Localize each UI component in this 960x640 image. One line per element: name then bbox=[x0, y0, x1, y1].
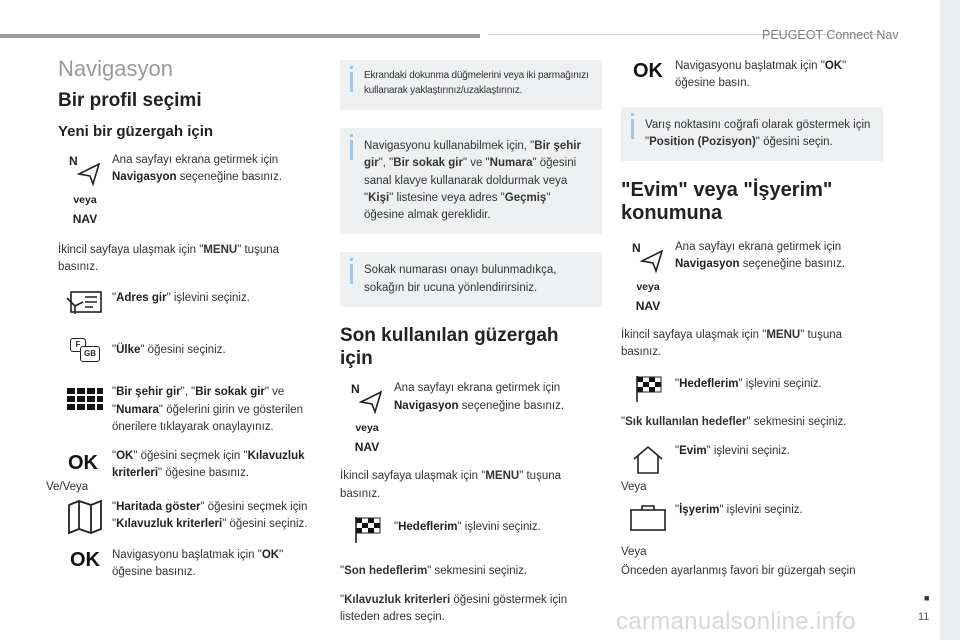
ve-veya-label: Ve/Veya bbox=[46, 481, 89, 494]
ok-icon-box bbox=[58, 547, 112, 572]
column-left bbox=[46, 56, 320, 594]
section-title: Navigasyon bbox=[58, 56, 173, 81]
street-number-note: Sokak numarası onayı bulunmadıkça, sokağın bir ucuna yönlendirirsiniz. bbox=[340, 252, 602, 307]
step-text: "İşyerim" işlevini seçiniz. bbox=[675, 504, 803, 516]
ok-icon-box bbox=[621, 58, 675, 83]
watermark: carmanualsonline.info bbox=[616, 608, 856, 635]
map-icon-box bbox=[58, 499, 112, 535]
step-destinations bbox=[340, 515, 602, 545]
page-number: 11 bbox=[918, 611, 930, 623]
nav-icon-group bbox=[340, 380, 394, 454]
step-start bbox=[621, 58, 883, 93]
heading-home-work: "Evim" veya "İşyerim" konumuna bbox=[621, 179, 833, 224]
step-map bbox=[58, 499, 320, 535]
navigation-arrow-icon bbox=[628, 239, 668, 279]
step-nav bbox=[340, 380, 602, 454]
favorites-tab-instruction: "Sık kullanılan hedefler" sekmesini seçiniz. bbox=[621, 415, 847, 428]
menu-instruction: İkincil sayfaya ulaşmak için "MENU" tuşuna basınız. bbox=[621, 329, 843, 359]
briefcase-icon-box bbox=[621, 502, 675, 532]
country-flag-icon: F GB bbox=[68, 338, 102, 364]
step-home bbox=[621, 443, 883, 475]
navigation-arrow-icon bbox=[65, 152, 105, 192]
step-ok-criteria bbox=[46, 448, 320, 494]
home-icon bbox=[628, 443, 668, 475]
step-text: Navigasyonu başlatmak için "OK" öğesine basınız. bbox=[112, 549, 284, 579]
column-right bbox=[621, 58, 883, 593]
step-destinations bbox=[621, 374, 883, 404]
checkered-flag-icon bbox=[631, 374, 665, 404]
step-text: Ana sayfayı ekrana getirmek için Navigasyon seçeneğine basınız. bbox=[112, 153, 283, 184]
favorite-route-text: Önceden ayarlanmış favori bir güzergah seçin bbox=[621, 565, 856, 578]
criteria-instruction: "Kılavuzluk kriterleri öğesini göstermek için listeden adres seçin. bbox=[340, 594, 568, 624]
nav-button-label: NAV bbox=[72, 211, 98, 226]
veya-label: veya bbox=[73, 193, 97, 206]
header-rule bbox=[0, 34, 480, 38]
keyboard-icon bbox=[65, 384, 105, 414]
checkered-flag-icon-box bbox=[621, 374, 675, 404]
ok-icon: OK bbox=[68, 452, 98, 475]
north-letter: N bbox=[351, 382, 360, 397]
home-icon-box bbox=[621, 443, 675, 475]
step-text: "OK" öğesini seçmek için "Kılavuzluk kriterleri" öğesine basınız. bbox=[112, 450, 305, 480]
position-note: Varış noktasını coğrafi olarak göstermek için "Position (Pozisyon)" öğesini seçin. bbox=[621, 107, 883, 162]
veya-label: veya bbox=[355, 422, 379, 435]
header-brand: PEUGEOT Connect Nav bbox=[762, 28, 899, 42]
heading-profile: Bir profil seçimi bbox=[58, 90, 202, 111]
map-icon bbox=[65, 499, 105, 535]
north-letter: N bbox=[69, 153, 78, 168]
veya-label: veya bbox=[636, 281, 660, 293]
ok-icon: OK bbox=[70, 549, 100, 572]
step-nav bbox=[58, 152, 320, 226]
step-work bbox=[621, 502, 883, 532]
step-text: Navigasyonu başlatmak için "OK" öğesine basın. bbox=[675, 60, 847, 90]
step-text: "Adres gir" işlevini seçiniz. bbox=[112, 292, 250, 305]
heading-recent-route: Son kullanılan güzergah için bbox=[340, 324, 559, 369]
step-address bbox=[58, 288, 320, 318]
heading-new-route: Yeni bir güzergah için bbox=[58, 122, 214, 140]
menu-instruction: İkincil sayfaya ulaşmak için "MENU" tuşuna basınız. bbox=[340, 470, 562, 500]
checkered-flag-icon-box bbox=[340, 515, 394, 545]
recent-tab-instruction: "Son hedeflerim" sekmesini seçiniz. bbox=[340, 564, 528, 577]
step-text: "Evim" işlevini seçiniz. bbox=[675, 444, 790, 457]
step-text: "Ülke" öğesini seçiniz. bbox=[112, 344, 226, 357]
north-letter: N bbox=[632, 241, 641, 255]
ok-icon-box bbox=[46, 448, 112, 494]
step-city-street bbox=[58, 384, 320, 436]
step-start bbox=[58, 547, 320, 582]
step-text: "Bir şehir gir", "Bir sokak gir" ve "Numara" öğelerini girin ve gösterilen önerilere tıklayarak onaylayınız. bbox=[112, 386, 303, 433]
nav-icon-group bbox=[58, 152, 112, 226]
address-note: Navigasyonu kullanabilmek için, "Bir şehir gir", "Bir sokak gir" ve "Numara" öğesini sanal klavye kullanarak doldurmak veya "Kişi" listesine veya adres "Geçmiş" öğesine almak gereklidir. bbox=[340, 128, 602, 234]
step-text: "Haritada göster" öğesini seçmek için "Kılavuzluk kriterleri" öğesini seçiniz. bbox=[112, 501, 308, 531]
veya-separator: Veya bbox=[621, 480, 647, 493]
menu-instruction: İkincil sayfaya ulaşmak için "MENU" tuşuna basınız. bbox=[58, 243, 280, 274]
nav-button-label: NAV bbox=[635, 299, 661, 313]
address-icon-box bbox=[58, 288, 112, 318]
checkered-flag-icon bbox=[350, 515, 384, 545]
side-strip bbox=[940, 0, 960, 640]
step-text: Ana sayfayı ekrana getirmek için Navigasyon seçeneğine basınız. bbox=[675, 241, 846, 271]
zoom-note: Ekrandaki dokunma düğmelerini veya iki parmağınızı kullanarak yaklaştırınız/uzaklaştırınız. bbox=[340, 60, 602, 110]
navigation-arrow-icon bbox=[347, 380, 387, 420]
step-text: Ana sayfayı ekrana getirmek için Navigasyon seçeneğine basınız. bbox=[394, 382, 565, 412]
nav-icon-group bbox=[621, 239, 675, 313]
step-nav bbox=[621, 239, 883, 313]
briefcase-icon bbox=[627, 502, 669, 532]
ok-icon: OK bbox=[633, 60, 663, 82]
keyboard-icon-box bbox=[58, 384, 112, 414]
continue-mark: ■ bbox=[924, 593, 930, 603]
column-middle bbox=[340, 60, 602, 639]
veya-separator: Veya bbox=[621, 546, 647, 558]
step-text: "Hedeflerim" işlevini seçiniz. bbox=[394, 520, 541, 533]
step-text: "Hedeflerim" işlevini seçiniz. bbox=[675, 377, 822, 390]
step-country bbox=[58, 338, 320, 364]
address-entry-icon bbox=[65, 288, 105, 318]
nav-button-label: NAV bbox=[354, 440, 380, 455]
country-icon-box bbox=[58, 338, 112, 364]
